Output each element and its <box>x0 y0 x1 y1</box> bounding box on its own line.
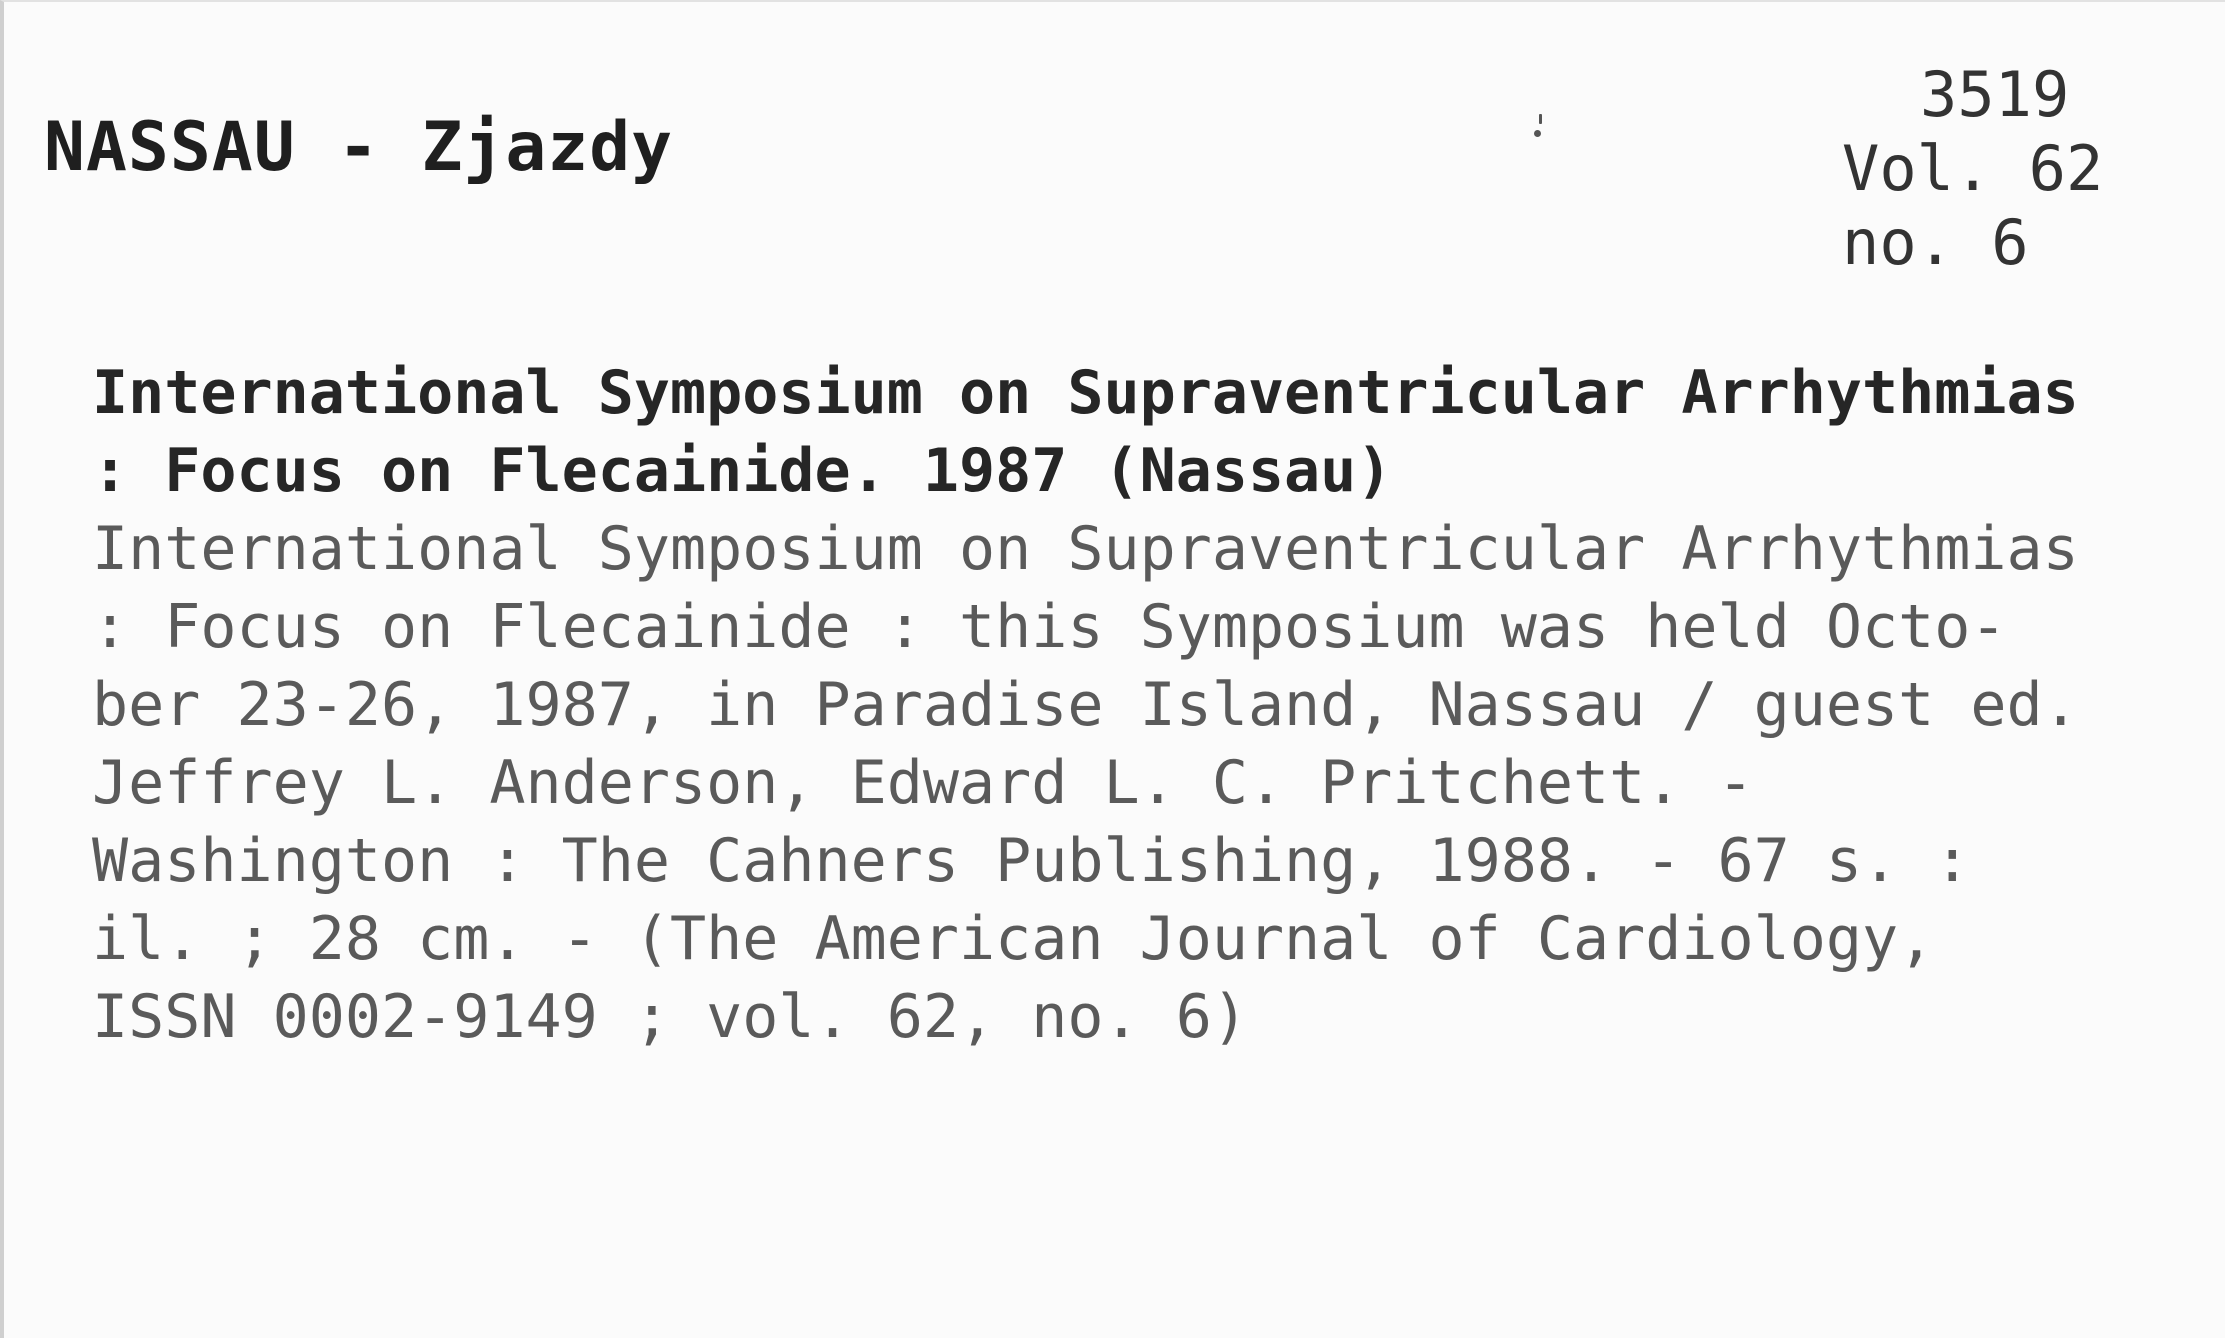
catalog-entry <box>92 354 2222 1056</box>
description-line: il. ; 28 cm. - (The American Journal of Cardiology, <box>92 904 1935 974</box>
subject-heading: NASSAU - Zjazdy <box>44 108 674 187</box>
description-line: ber 23-26, 1987, in Paradise Island, Nassau / guest ed. <box>92 670 2079 740</box>
description-line: Washington : The Cahners Publishing, 1988. - 67 s. : <box>92 826 1971 896</box>
volume-label: Vol. 62 <box>1842 132 2104 205</box>
ink-speck <box>1539 114 1542 124</box>
call-number-block <box>1842 58 2103 280</box>
call-number: 3519 <box>1920 58 2070 131</box>
description-line: : Focus on Flecainide : this Symposium was held Octo- <box>92 592 2007 662</box>
description-line: International Symposium on Supraventricular Arrhythmias <box>92 514 2079 584</box>
description-line: Jeffrey L. Anderson, Edward L. C. Pritchett. - <box>92 748 1754 818</box>
description-line: ISSN 0002-9149 ; vol. 62, no. 6) <box>92 982 1248 1052</box>
ink-speck <box>1534 130 1541 137</box>
issue-label: no. 6 <box>1842 206 2029 279</box>
title-line: : Focus on Flecainide. 1987 (Nassau) <box>92 436 1393 506</box>
title-line: International Symposium on Supraventricular Arrhythmias <box>92 358 2079 428</box>
